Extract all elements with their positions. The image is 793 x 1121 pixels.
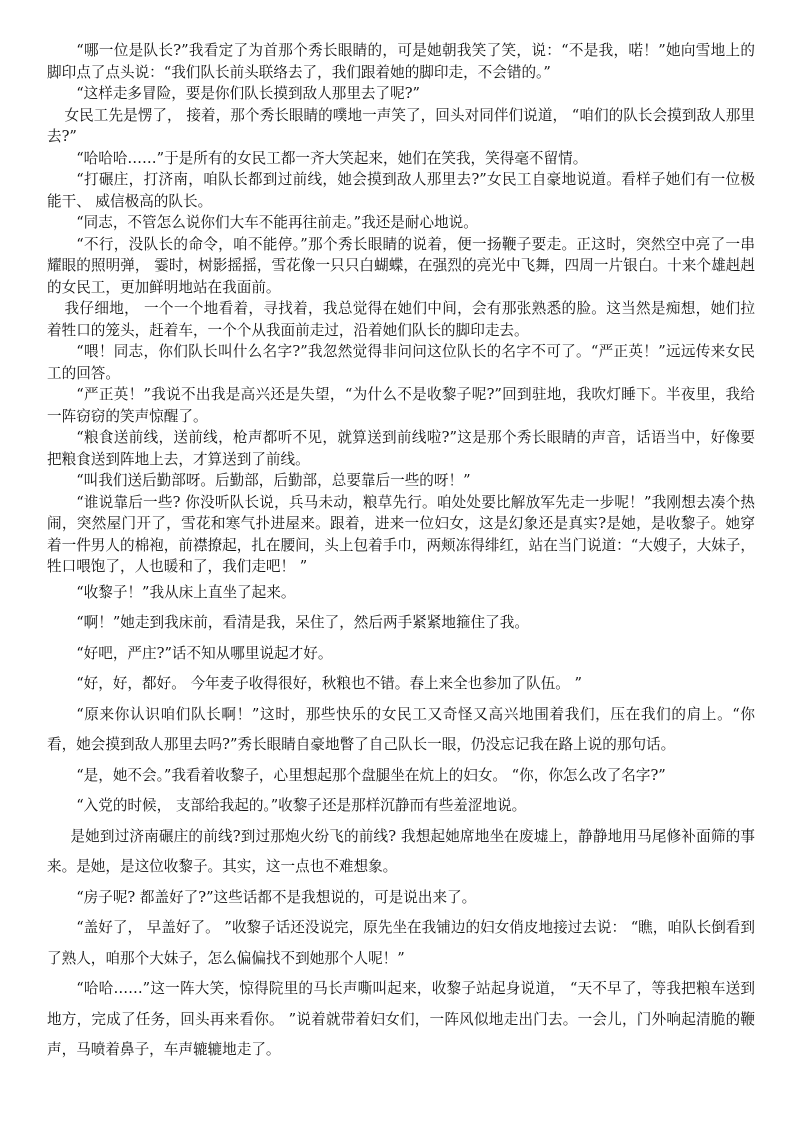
- paragraph: “收黎子！”我从床上直坐了起来。: [76, 583, 296, 601]
- paragraph: “严正英！”我说不出我是高兴还是失望，“为什么不是收黎子呢?”回到驻地，我吹灯睡下。半夜里，我给一阵窃窃的笑声惊醒了。: [47, 386, 755, 425]
- paragraph: “房子呢? 都盖好了?”这些话都不是我想说的，可是说出来了。: [76, 888, 477, 906]
- paragraph: “哈哈……”这一阵大笑，惊得院里的马长声嘶叫起来，收黎子站起身说道， “天不早了，等我把粮车送到地方，完成了任务，回头再来看你。 ”说着就带着妇女们，一阵风似地走出门去。一会儿，门外响起清脆的鞭声，马喷着鼻子，车声辘辘地走了。: [47, 980, 755, 1058]
- paragraph: “叫我们送后勤部呀。后勤部，后勤部，总要靠后一些的呀！”: [76, 472, 471, 489]
- paragraph: “不行，没队长的命令，咱不能停。”那个秀长眼睛的说着，便一扬鞭子要走。正这时，突然空中亮了一串耀眼的照明弹， 霎时，树影摇摇，雪花像一只只白蝴蝶，在强烈的亮光中飞舞，四周一片银白。十来个雄赳赳的女民工，更加鲜明地站在我面前。: [47, 235, 755, 296]
- paragraph: “打碾庄，打济南，咱队长都到过前线，她会摸到敌人那里去?”女民工自豪地说道。看样子她们有一位极能干、 威信极高的队长。: [47, 171, 755, 210]
- paragraph: “谁说靠后一些? 你没听队长说，兵马未动，粮草先行。咱处处要比解放军先走一步呢！”我刚想去凑个热闹，突然屋门开了，雪花和寒气扑进屋来。跟着，进来一位妇女，这是幻象还是真实?是她，是收黎子。她穿着一件男人的棉袍，前襟撩起，扎在腰间，头上包着手巾，两颊冻得绯红，站在当门说道：“大嫂子，大妹子，牲口喂饱了，人也暖和了，我们走吧！ ”: [47, 493, 755, 575]
- paragraph: “啊！”她走到我床前，看清是我，呆住了，然后两手紧紧地箍住了我。: [76, 614, 529, 631]
- paragraph: “盖好了， 早盖好了。 ”收黎子话还没说完，原先坐在我铺边的妇女俏皮地接过去说： “瞧，咱队长倒看到了熟人，咱那个大妹子，怎么偏偏找不到她那个人呢！”: [47, 919, 755, 967]
- paragraph: 女民工先是愣了， 接着，那个秀长眼睛的噗地一声笑了，回头对同伴们说道， “咱们的队长会摸到敌人那里去?”: [47, 106, 755, 145]
- paragraph: “喂！同志，你们队长叫什么名字?”我忽然觉得非问问这位队长的名字不可了。“严正英！”远远传来女民工的回答。: [47, 343, 755, 382]
- article-body: [47, 40, 755, 1066]
- paragraph: “是，她不会。”我看着收黎子，心里想起那个盘腿坐在炕上的妇女。 “你，你怎么改了名字?”: [76, 766, 666, 784]
- paragraph: “好吧，严庄?”话不知从哪里说起才好。: [76, 644, 333, 662]
- paragraph: “粮食送前线，送前线，枪声都听不见，就算送到前线啦?”这是那个秀长眼睛的声音，话语当中，好像要把粮食送到阵地上去，才算送到了前线。: [47, 429, 755, 468]
- paragraph: 我仔细地， 一个一个地看着，寻找着，我总觉得在她们中间，会有那张熟悉的脸。这当然是痴想，她们拉着牲口的笼头，赶着车，一个个从我面前走过，沿着她们队长的脚印走去。: [47, 300, 755, 339]
- paragraph: 是她到过济南碾庄的前线?到过那炮火纷飞的前线? 我想起她席地坐在废墟上，静静地用马尾修补面筛的事来。是她，是这位收黎子。其实，这一点也不难想象。: [47, 827, 755, 875]
- paragraph: “原来你认识咱们队长啊！”这时，那些快乐的女民工又奇怪又高兴地围着我们，压在我们的肩上。“你看，她会摸到敌人那里去吗?”秀长眼睛自豪地瞥了自己队长一眼，仍没忘记我在路上说的那句话。: [47, 705, 755, 753]
- paragraph: “哪一位是队长?”我看定了为首那个秀长眼睛的，可是她朝我笑了笑，说：“不是我，喏！”她向雪地上的脚印点了点头说：“我们队长前头联络去了，我们跟着她的脚印走，不会错的。”: [47, 42, 755, 81]
- paragraph: “这样走多冒险，要是你们队长摸到敌人那里去了呢?”: [76, 85, 420, 102]
- paragraph: “入党的时候， 支部给我起的。”收黎子还是那样沉静而有些羞涩地说。: [76, 797, 527, 814]
- paragraph: “哈哈哈……”于是所有的女民工都一齐大笑起来，她们在笑我，笑得毫不留情。: [76, 149, 588, 167]
- paragraph: “同志，不管怎么说你们大车不能再往前走。”我还是耐心地说。: [76, 214, 478, 231]
- paragraph: “好，好，都好。 今年麦子收得很好，秋粮也不错。春上来全也参加了队伍。 ”: [76, 675, 582, 692]
